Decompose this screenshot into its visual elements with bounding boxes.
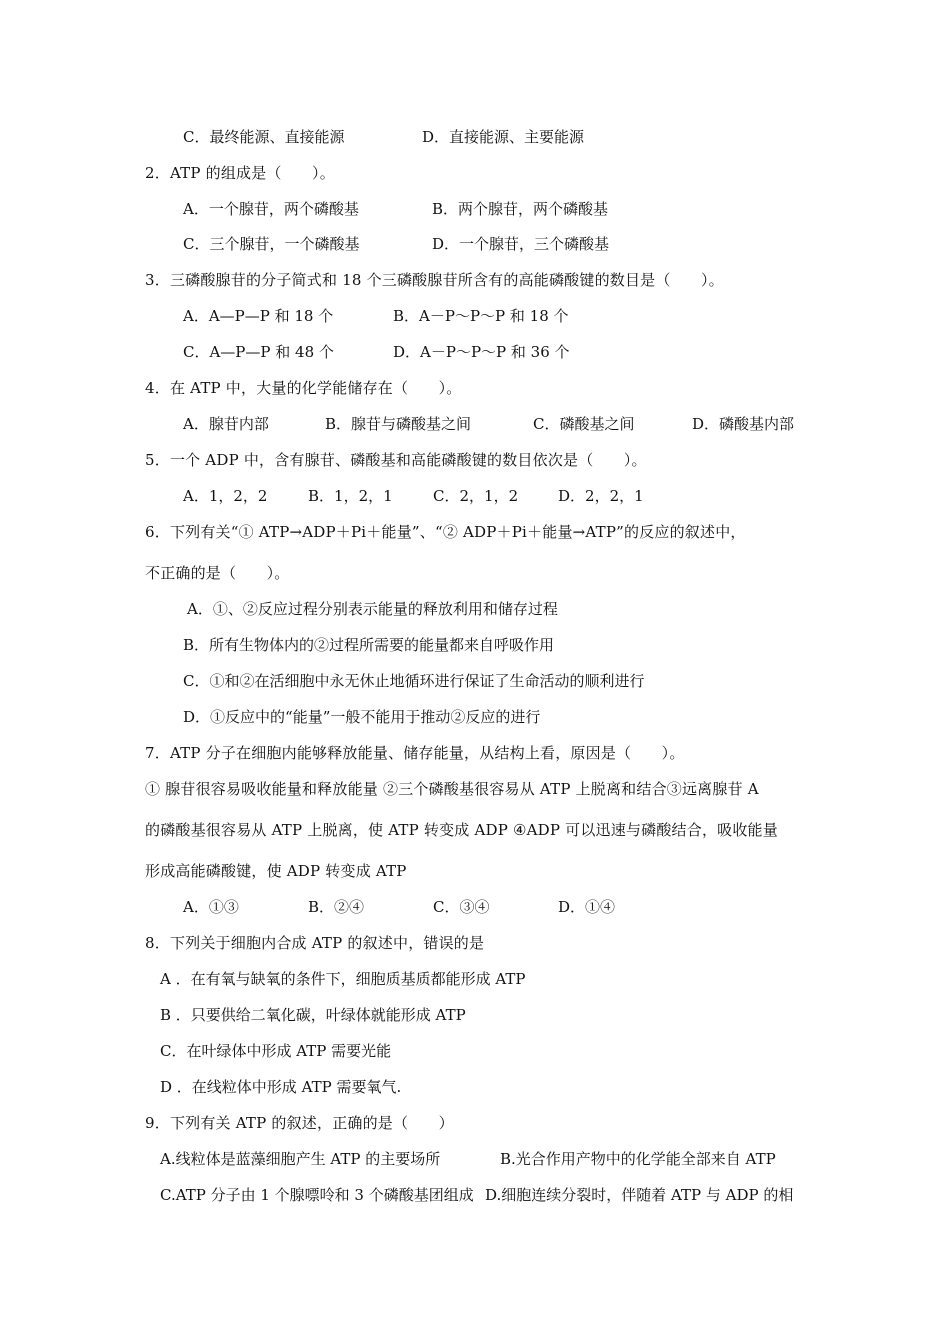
- q7-statements-line-1: ① 腺苷很容易吸收能量和释放能量 ②三个磷酸基很容易从 ATP 上脱离和结合③远离腺苷 A: [145, 780, 759, 798]
- q5-option-b: B．1，2，1: [308, 487, 393, 505]
- q6-option-c: C．①和②在活细胞中永无休止地循环进行保证了生命活动的顺利进行: [183, 672, 645, 690]
- q2-option-a: A．一个腺苷，两个磷酸基: [183, 200, 359, 218]
- q7-stem: 7．ATP 分子在细胞内能够释放能量、储存能量，从结构上看，原因是（ ）。: [145, 744, 685, 762]
- q2-stem: 2．ATP 的组成是（ ）。: [145, 164, 335, 182]
- q9-option-b: B.光合作用产物中的化学能全部来自 ATP: [500, 1150, 776, 1168]
- q7-option-b: B．②④: [308, 898, 365, 916]
- q4-stem: 4．在 ATP 中，大量的化学能储存在（ ）。: [145, 379, 462, 397]
- q7-option-a: A．①③: [183, 898, 239, 916]
- q8-option-c: C．在叶绿体中形成 ATP 需要光能: [160, 1042, 392, 1060]
- q7-statements-line-2: 的磷酸基很容易从 ATP 上脱离，使 ATP 转变成 ADP ④ADP 可以迅速与磷酸结合，吸收能量: [145, 821, 778, 839]
- q3-option-a: A．A—P—P 和 18 个: [183, 307, 334, 325]
- q8-stem: 8．下列关于细胞内合成 ATP 的叙述中，错误的是: [145, 934, 485, 952]
- q1-option-d: D．直接能源、主要能源: [422, 128, 585, 146]
- q3-option-c: C．A—P—P 和 48 个: [183, 343, 334, 361]
- q9-option-d: D.细胞连续分裂时，伴随着 ATP 与 ADP 的相: [485, 1186, 794, 1204]
- q3-stem: 3．三磷酸腺苷的分子简式和 18 个三磷酸腺苷所含有的高能磷酸键的数目是（ ）。: [145, 271, 724, 289]
- q8-option-b: B ．只要供给二氧化碳，叶绿体就能形成 ATP: [160, 1006, 466, 1024]
- q8-option-a: A ．在有氧与缺氧的条件下，细胞质基质都能形成 ATP: [160, 970, 526, 988]
- q7-statements-line-3: 形成高能磷酸键，使 ADP 转变成 ATP: [145, 862, 407, 880]
- q2-option-b: B．两个腺苷，两个磷酸基: [432, 200, 609, 218]
- q7-option-c: C．③④: [433, 898, 490, 916]
- q8-option-d: D ．在线粒体中形成 ATP 需要氧气.: [160, 1078, 402, 1096]
- q9-option-a: A.线粒体是蓝藻细胞产生 ATP 的主要场所: [160, 1150, 441, 1168]
- q7-option-d: D．①④: [558, 898, 616, 916]
- q6-option-d: D．①反应中的“能量”一般不能用于推动②反应的进行: [183, 708, 541, 726]
- q6-stem-line-1: 6．下列有关“① ATP→ADP＋Pi＋能量”、“② ADP＋Pi＋能量→ATP”的反应的叙述中，: [145, 523, 746, 541]
- q6-option-a: A．①、②反应过程分别表示能量的释放利用和储存过程: [187, 600, 558, 618]
- q5-option-d: D．2，2，1: [558, 487, 644, 505]
- q2-option-d: D．一个腺苷，三个磷酸基: [432, 235, 610, 253]
- q4-option-b: B．腺苷与磷酸基之间: [325, 415, 472, 433]
- q1-option-c: C．最终能源、直接能源: [183, 128, 345, 146]
- q5-option-a: A．1，2，2: [183, 487, 268, 505]
- q3-option-b: B．A－P～P～P 和 18 个: [393, 307, 569, 325]
- q9-option-c: C.ATP 分子由 1 个腺嘌呤和 3 个磷酸基团组成: [160, 1186, 474, 1204]
- q6-option-b: B．所有生物体内的②过程所需要的能量都来自呼吸作用: [183, 636, 555, 654]
- q4-option-c: C．磷酸基之间: [533, 415, 635, 433]
- q6-stem-line-2: 不正确的是（ ）。: [145, 564, 290, 582]
- q4-option-a: A．腺苷内部: [183, 415, 269, 433]
- q3-option-d: D．A－P～P～P 和 36 个: [393, 343, 570, 361]
- q5-stem: 5．一个 ADP 中，含有腺苷、磷酸基和高能磷酸键的数目依次是（ ）。: [145, 451, 647, 469]
- q4-option-d: D．磷酸基内部: [692, 415, 795, 433]
- q9-stem: 9．下列有关 ATP 的叙述，正确的是（ ）: [145, 1114, 454, 1132]
- q5-option-c: C．2，1，2: [433, 487, 519, 505]
- q2-option-c: C．三个腺苷，一个磷酸基: [183, 235, 360, 253]
